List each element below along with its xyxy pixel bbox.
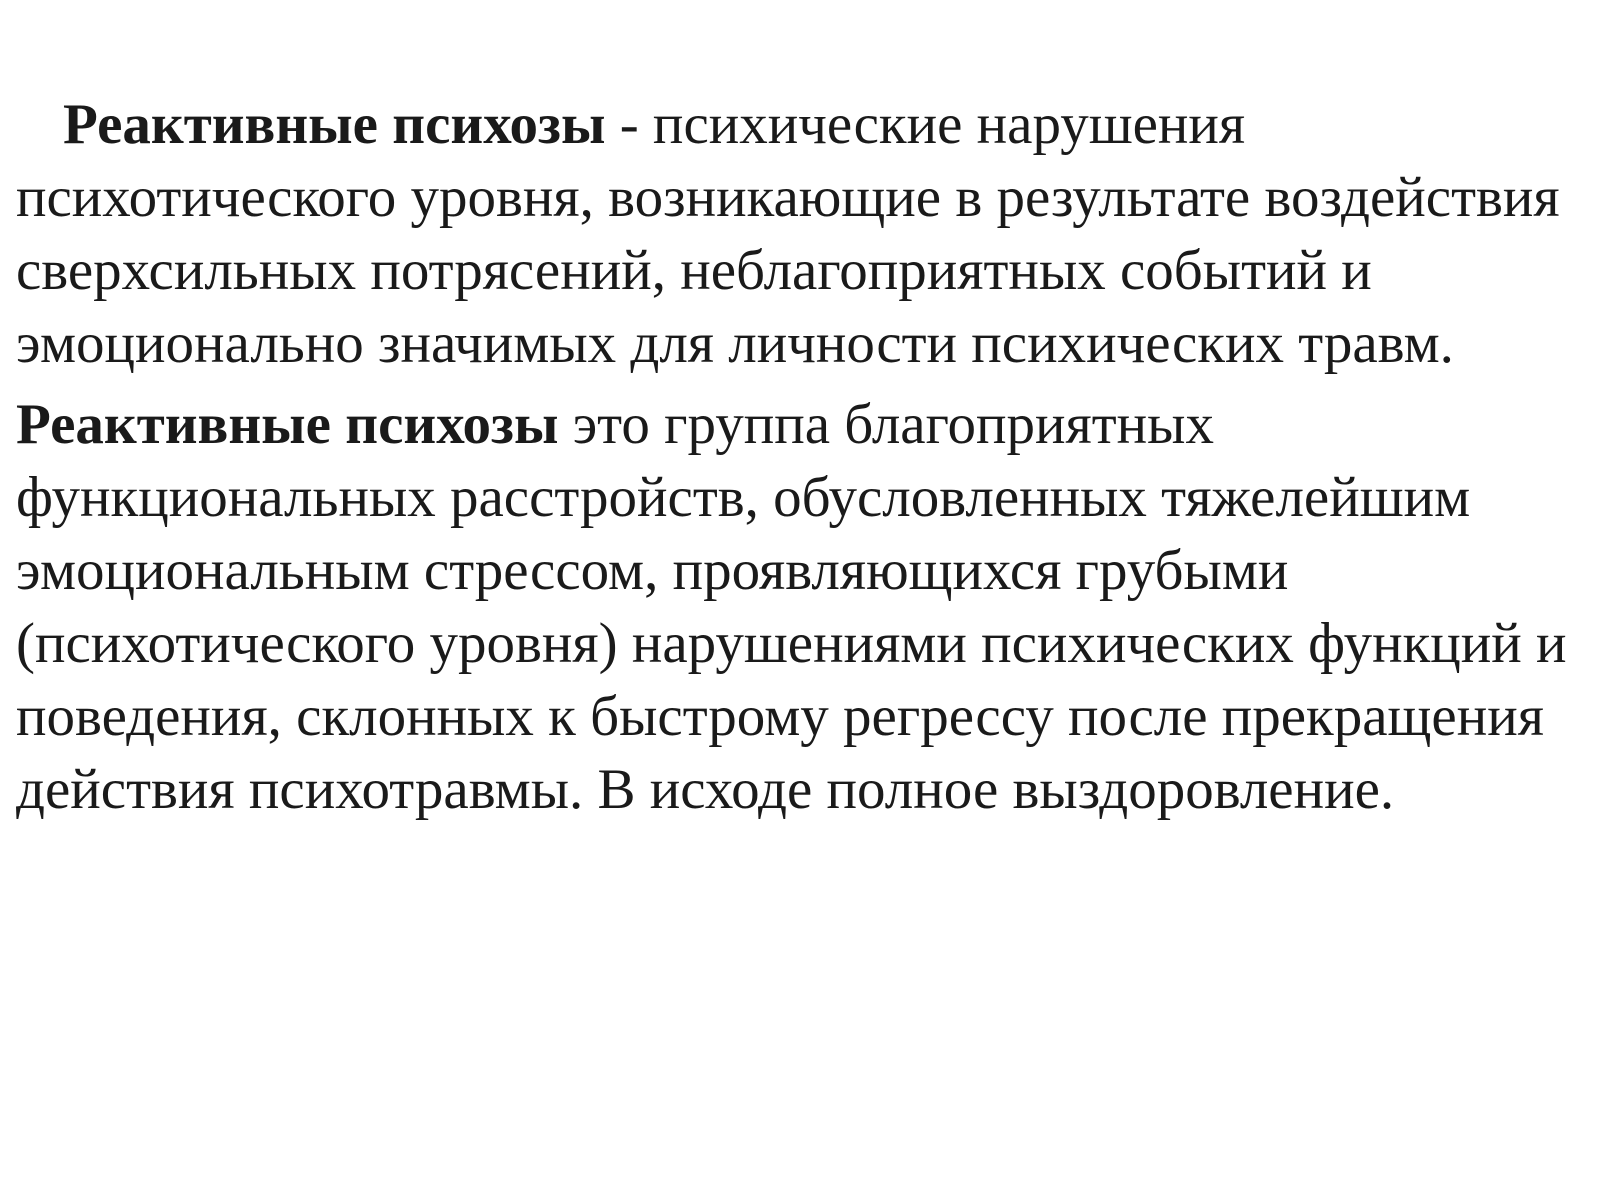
definition-text-2: это группа благоприятных функциональных расстройств, обусловленных тяжелейшим эмоциональным стрессом, проявляющихся грубыми (психотического уровня) нарушениями психических функций и поведения, склонных к быстрому регрессу после прекращения действия психотравмы. В исходе полное выздоровление.: [16, 393, 1567, 821]
definition-term-2: Реактивные психозы: [16, 393, 559, 456]
definition-term-1: Реактивные психозы: [63, 93, 606, 156]
slide-content: [16, 88, 1576, 826]
definition-text-1: - психические нарушения психотического уровня, возникающие в результате воздействия сверхсильных потрясений, неблагоприятных событий и эмоционально значимых для личности психических травм.: [16, 93, 1560, 375]
definition-paragraph-1: [16, 88, 1576, 380]
definition-paragraph-2: [16, 388, 1576, 826]
